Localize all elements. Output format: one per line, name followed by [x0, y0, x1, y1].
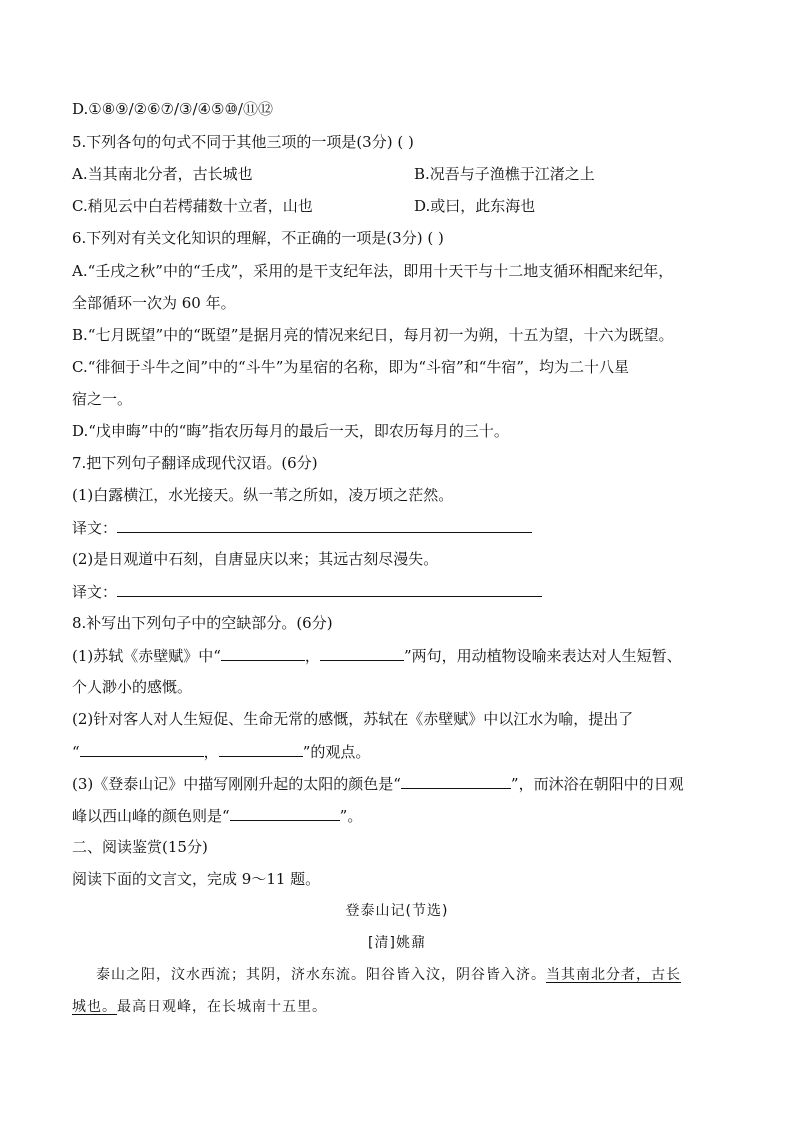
q5-options-row-1 [72, 164, 722, 184]
q8-item-2-pre: “ [72, 743, 80, 761]
q6-option-a-line-2: 全部循环一次为 60 年。 [72, 294, 236, 312]
q7-answer-2-label: 译文： [72, 583, 118, 601]
q5-stem: 5.下列各句的句式不同于其他三项的一项是(3分) ( ) [72, 133, 414, 151]
q7-answer-2-row [72, 581, 542, 602]
q8-item-1-line-2: 个人渺小的感慨。 [72, 678, 193, 696]
q8-item-3-post: ”，而沐浴在朝阳中的日观 [510, 775, 684, 793]
q5-option-c: C.稍见云中白若樗蒱数十立者，山也 [72, 197, 313, 215]
q5-option-b: B.况吾与子渔樵于江渚之上 [414, 165, 595, 183]
q8-item-1-sep: ， [304, 647, 320, 665]
q6-option-b: B.“七月既望”中的“既望”是据月亮的情况来纪日，每月初一为朔，十五为望，十六为既望。 [72, 326, 674, 344]
passage-line-2 [72, 997, 327, 1017]
passage-line-2-underlined: 城也。 [72, 999, 117, 1015]
q6-option-c-line-2: 宿之一。 [72, 390, 133, 408]
q8-item-2-line-1: (2)针对客人对人生短促、生命无常的感慨，苏轼在《赤壁赋》中以江水为喻，提出了 [72, 710, 634, 728]
q8-item-1-post: ”两句，用动植物设喻来表达对人生短暂、 [403, 647, 682, 665]
section-2-intro: 阅读下面的文言文，完成 9～11 题。 [72, 870, 321, 888]
passage-line-1 [96, 965, 681, 985]
q8-item-3-blank-a[interactable] [401, 773, 511, 789]
passage-line-2-plain: 最高日观峰，在长城南十五里。 [117, 999, 327, 1015]
q6-stem: 6.下列对有关文化知识的理解，不正确的一项是(3分) ( ) [72, 229, 444, 247]
q5-options-row-2 [72, 196, 722, 216]
q7-answer-2-blank[interactable] [117, 581, 542, 597]
q7-sentence-1: (1)白露横江，水光接天。纵一苇之所如，凌万顷之茫然。 [72, 486, 454, 504]
q8-stem: 8.补写出下列句子中的空缺部分。(6分) [72, 614, 333, 632]
q7-stem: 7.把下列句子翻译成现代汉语。(6分) [72, 454, 318, 472]
q8-item-3-line-2-pre: 峰以西山峰的颜色则是“ [72, 807, 230, 825]
q8-item-1-pre: (1)苏轼《赤壁赋》中“ [72, 647, 221, 665]
q5-option-d: D.或曰，此东海也 [414, 197, 536, 215]
q8-item-3-row [72, 773, 684, 794]
q7-answer-1-row [72, 517, 532, 538]
q6-option-a-line-1: A.“壬戌之秋”中的“壬戌”，采用的是干支纪年法，即用十天干与十二地支循环相配来纪年， [72, 262, 674, 280]
q7-sentence-2: (2)是日观道中石刻，自唐显庆以来；其远古刻尽漫失。 [72, 550, 439, 568]
q7-answer-1-label: 译文： [72, 519, 118, 537]
q6-option-d: D.“戊申晦”中的“晦”指农历每月的最后一天，即农历每月的三十。 [72, 422, 509, 440]
q8-item-3-blank-b[interactable] [230, 805, 340, 821]
q8-item-3-line-2 [72, 805, 362, 826]
q8-item-3-pre: (3)《登泰山记》中描写刚刚升起的太阳的颜色是“ [72, 775, 401, 793]
passage-author: [清]姚鼐 [368, 935, 426, 951]
passage-title: 登泰山记(节选) [345, 903, 449, 919]
q8-item-2-blank-b[interactable] [219, 741, 303, 757]
q8-item-2-post: ”的观点。 [302, 743, 371, 761]
q8-item-2-blank-a[interactable] [80, 741, 204, 757]
q8-item-2-sep: ， [203, 743, 219, 761]
q6-option-c-line-1: C.“徘徊于斗牛之间”中的“斗牛”为星宿的名称，即为“斗宿”和“牛宿”，均为二十八星 [72, 358, 630, 376]
q8-item-1-blank-b[interactable] [320, 645, 404, 661]
q4-option-d: D.①⑧⑨/②⑥⑦/③/④⑤⑩/⑪⑫ [72, 100, 273, 118]
section-2-heading: 二、阅读鉴赏(15分) [72, 838, 208, 856]
q8-item-3-line-2-post: ”。 [339, 807, 363, 825]
q5-option-a: A.当其南北分者，古长城也 [72, 165, 253, 183]
q8-item-1-blank-a[interactable] [221, 645, 305, 661]
passage-line-1-underlined: 当其南北分者，古长 [546, 967, 681, 983]
q8-item-2-row [72, 741, 370, 762]
q7-answer-1-blank[interactable] [117, 517, 532, 533]
q8-item-1-row [72, 645, 682, 666]
passage-line-1-plain: 泰山之阳，汶水西流；其阴，济水东流。阳谷皆入汶，阴谷皆入济。 [96, 967, 546, 983]
